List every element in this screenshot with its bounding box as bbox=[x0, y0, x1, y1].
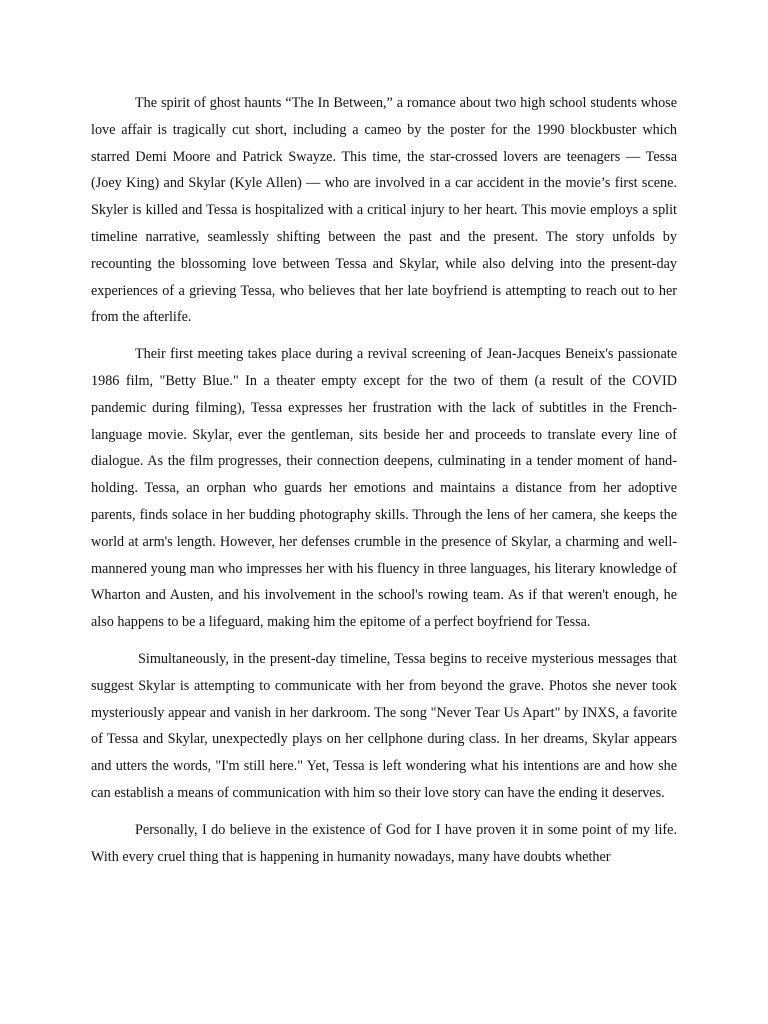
paragraph-4: Personally, I do believe in the existence of God for I have proven it in some point of my life. With every cruel thing that is happening in humanity nowadays, many have doubts whether bbox=[91, 821, 677, 865]
document-body bbox=[91, 90, 677, 880]
paragraph-2: Their first meeting takes place during a revival screening of Jean-Jacques Beneix's passionate 1986 film, "Betty Blue." In a theater empty except for the two of them (a result of the COVID pandemic during filming), Tessa expresses her frustration with the lack of subtitles in the French-language movie. Skylar, ever the gentleman, sits beside her and proceeds to translate every line of dialogue. As the film progresses, their connection deepens, culminating in a tender moment of hand-holding. Tessa, an orphan who guards her emotions and maintains a distance from her adoptive parents, finds solace in her budding photography skills. Through the lens of her camera, she keeps the world at arm's length. However, her defenses crumble in the presence of Skylar, a charming and well-mannered young man who impresses her with his fluency in three languages, his literary knowledge of Wharton and Austen, and his involvement in the school's rowing team. As if that weren't enough, he also happens to be a lifeguard, making him the epitome of a perfect boyfriend for Tessa. bbox=[91, 346, 677, 631]
paragraph-1: The spirit of ghost haunts “The In Between,” a romance about two high school students whose love affair is tragically cut short, including a cameo by the poster for the 1990 blockbuster which starred Demi Moore and Patrick Swayze. This time, the star-crossed lovers are teenagers — Tessa (Joey King) and Skylar (Kyle Allen) — who are involved in a car accident in the movie’s first scene. Skyler is killed and Tessa is hospitalized with a critical injury to her heart. This movie employs a split timeline narrative, seamlessly shifting between the past and the present. The story unfolds by recounting the blossoming love between Tessa and Skylar, while also delving into the present-day experiences of a grieving Tessa, who believes that her late boyfriend is attempting to reach out to her from the afterlife. bbox=[91, 95, 677, 326]
paragraph-3: Simultaneously, in the present-day timeline, Tessa begins to receive mysterious messages that suggest Skylar is attempting to communicate with her from beyond the grave. Photos she never took mysteriously appear and vanish in her darkroom. The song "Never Tear Us Apart" by INXS, a favorite of Tessa and Skylar, unexpectedly plays on her cellphone during class. In her dreams, Skylar appears and utters the words, "I'm still here." Yet, Tessa is left wondering what his intentions are and how she can establish a means of communication with him so their love story can have the ending it deserves. bbox=[91, 650, 677, 801]
